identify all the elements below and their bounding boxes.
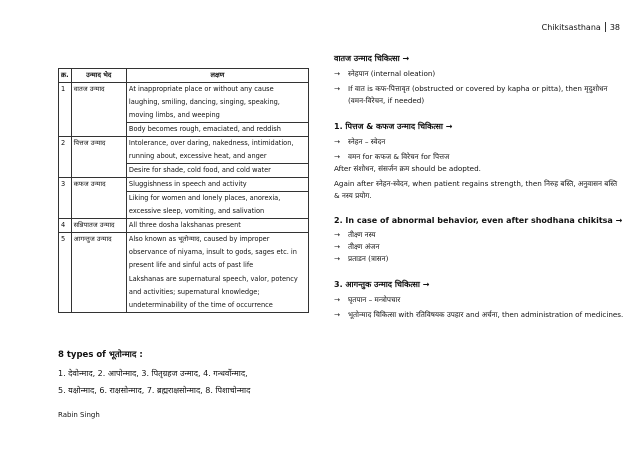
page-number: 38 — [609, 22, 620, 32]
symptom-text: Liking for women and lonely places, anorexia, excessive sleep, vomiting, and salivation — [128, 194, 281, 215]
bhootonmada-title: 8 types of भूतोन्माद : — [58, 350, 143, 360]
row-number: 4 — [59, 219, 72, 233]
bullet-item — [334, 136, 624, 148]
row-number: 1 — [59, 83, 72, 137]
arrow-icon: → — [334, 69, 341, 78]
arrow-icon: → — [334, 254, 341, 263]
section-title-agantuka: 3. आगन्तुक उन्माद चिकित्सा → — [334, 280, 430, 289]
section-title-vataja: वातज उन्माद चिकित्सा → — [334, 54, 410, 63]
bullet-item — [334, 309, 624, 321]
paragraph-basti: Again after स्नेहन-स्वेदन, when patient regains strength, then निरुह बस्ति, अनुवासन बस्ति & नस्य प्रयोग. — [334, 179, 618, 200]
bullet-item — [334, 229, 624, 241]
row-type: पित्तज उन्माद — [71, 137, 126, 178]
arrow-icon: → — [334, 84, 341, 93]
bullet-item — [334, 241, 624, 253]
symptom-text: Body becomes rough, emaciated, and reddish — [128, 125, 281, 133]
paragraph-samsarjana: After संशोधन, संसर्जन क्रम should be adopted. — [334, 164, 481, 173]
bullet-item — [334, 68, 624, 80]
arrow-icon: → — [334, 295, 341, 304]
book-title: Chikitsasthana — [541, 22, 601, 32]
row-type: वातज उन्माद — [71, 83, 126, 137]
symptom-text: Also known as भूतोन्माद, caused by improper observance of niyama, insult to gods, sages etc. in present life and sinful acts of past life — [128, 235, 297, 269]
bullet-item — [334, 294, 624, 306]
table-row — [59, 137, 309, 178]
bullet-item — [334, 83, 624, 107]
row-number: 2 — [59, 137, 72, 178]
bullet-item — [334, 253, 624, 265]
symptom-text: Desire for shade, cold food, and cold water — [128, 166, 271, 174]
bullet-text: If वात is कफ-पित्तावृत (obstructed or covered by kapha or pitta), then मृदुशोधन (वमन-विरेचन, if needed) — [348, 84, 608, 105]
table-row — [59, 219, 309, 233]
bullet-item — [334, 151, 624, 163]
bullet-text: तीक्ष्ण नस्य — [348, 230, 376, 239]
row-number: 5 — [59, 233, 72, 313]
table-row — [59, 233, 309, 313]
symptom-text: Intolerance, over daring, nakedness, intimidation, running about, excessive heat, and anger — [127, 137, 308, 164]
symptom-text: Lakshanas are supernatural speech, valor, potency and activities; supernatural knowledge; undeterminability of the time of occurrence — [128, 275, 298, 309]
bhootonmada-list-line-1: 1. देवोन्माद, 2. आपोन्माद, 3. पितृग्रहज उन्माद, 4. गन्धर्वोन्माद, — [58, 369, 248, 378]
row-symptoms — [126, 137, 308, 178]
row-type: आगन्तुज उन्माद — [71, 233, 126, 313]
bhootonmada-list-line-2: 5. यक्षोन्माद, 6. राक्षसोन्माद, 7. ब्रह्मराक्षसोन्माद, 8. पिशाचोन्माद — [58, 386, 251, 395]
row-symptoms — [126, 219, 308, 233]
row-type: सन्निपातज उन्माद — [71, 219, 126, 233]
arrow-icon: → — [334, 152, 341, 161]
table-row — [59, 83, 309, 137]
row-symptoms — [126, 233, 308, 313]
table-header-row — [59, 69, 309, 83]
arrow-icon: → — [334, 137, 341, 146]
symptom-text: All three dosha lakshanas present — [128, 221, 241, 229]
treatment-column — [334, 53, 624, 321]
row-symptoms — [126, 83, 308, 137]
bullet-text: तीक्ष्ण अंजन — [348, 242, 380, 251]
bullet-text: प्रताडन (त्रासन) — [348, 254, 389, 263]
bullet-text: भूतोन्माद चिकित्सा with रतिविषयक उपहार and अर्चना, then administration of medicines. — [348, 310, 624, 319]
section-title-abnormal-behavior: 2. In case of abnormal behavior, even after shodhana chikitsa → — [334, 216, 623, 225]
bullet-text: घृतपान – मन्त्रोपचार — [348, 295, 401, 304]
header-divider — [605, 22, 606, 32]
bullet-text: स्नेहपान (internal oleation) — [348, 69, 436, 78]
col-header-number: क्र. — [59, 69, 72, 83]
row-symptoms — [126, 178, 308, 219]
arrow-icon: → — [334, 310, 341, 319]
arrow-icon: → — [334, 242, 341, 251]
bullet-text: वमन for कफज & विरेचन for पित्तज — [348, 152, 450, 161]
section-title-pitta-kapha: 1. पित्तज & कफज उन्माद चिकित्सा → — [334, 122, 453, 131]
author-footer: Rabin Singh — [58, 411, 100, 419]
table-row — [59, 178, 309, 219]
col-header-type: उन्माद भेद — [71, 69, 126, 83]
symptom-text: At inappropriate place or without any cause laughing, smiling, dancing, singing, speaking, moving limbs, and weeping — [127, 83, 308, 123]
col-header-symptoms: लक्षण — [126, 69, 308, 83]
row-number: 3 — [59, 178, 72, 219]
bullet-text: स्नेहन – स्वेदन — [348, 137, 386, 146]
page-header — [542, 22, 620, 32]
unmada-table — [58, 68, 309, 313]
symptom-text: Sluggishness in speech and activity — [127, 178, 308, 192]
arrow-icon: → — [334, 230, 341, 239]
row-type: कफज उन्माद — [71, 178, 126, 219]
